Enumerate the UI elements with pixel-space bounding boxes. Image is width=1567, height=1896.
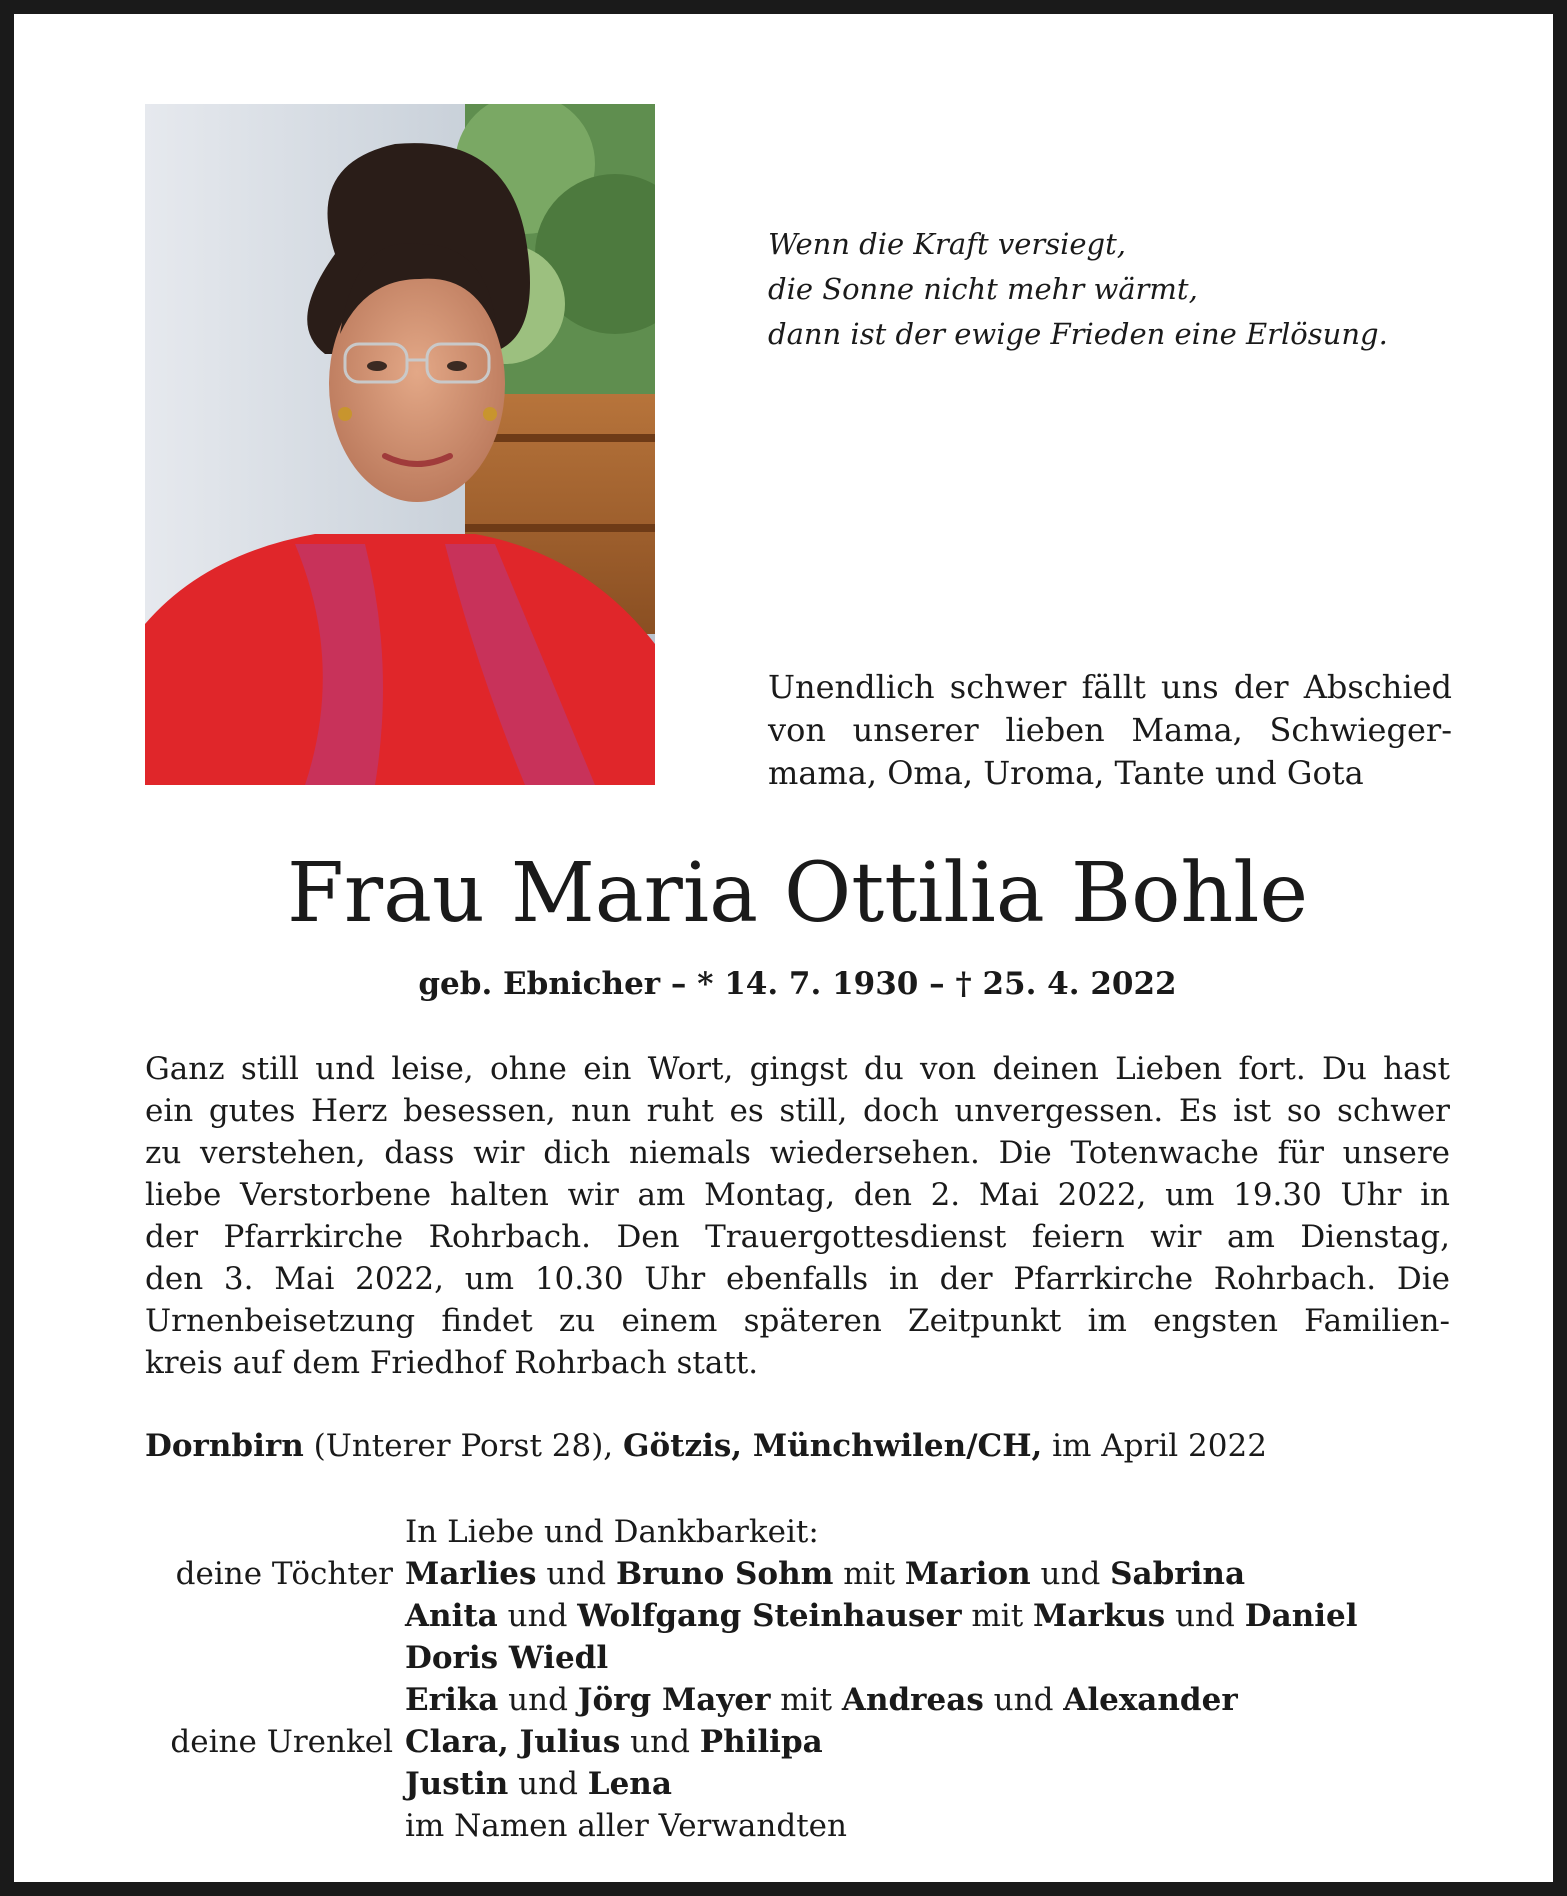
body-line: der Pfarrkirche Rohrbach. Den Trauergottesdienst feiern wir am Dienstag,	[145, 1219, 1450, 1255]
body-line: ein gutes Herz besessen, nun ruht es still, doch unvergessen. Es ist so schwer	[145, 1093, 1450, 1129]
portrait-photo	[145, 104, 655, 785]
connector: mit	[770, 1682, 842, 1718]
portrait-photo-icon	[145, 104, 655, 785]
intro-line: von unserer lieben Mama, Schwieger-	[768, 711, 1452, 749]
memorial-verse	[768, 222, 1488, 357]
relative-name: Markus	[1033, 1598, 1166, 1634]
body-line: liebe Verstorbene halten wir am Montag, den 2. Mai 2022, um 19.30 Uhr in	[145, 1177, 1450, 1213]
relative-name: Bruno Sohm	[615, 1556, 834, 1592]
signoff-closing: im Namen aller Verwandten	[405, 1808, 847, 1844]
life-dates: geb. Ebnicher – * 14. 7. 1930 – † 25. 4. 2022	[418, 966, 1177, 1002]
connector: und	[1165, 1598, 1245, 1634]
relative-name: Doris Wiedl	[405, 1640, 609, 1676]
connector: und	[536, 1556, 616, 1592]
signoff-row	[145, 1805, 1450, 1847]
connector: und	[983, 1682, 1064, 1718]
body-line: zu verstehen, dass wir dich niemals wiedersehen. Die Totenwache für unsere	[145, 1135, 1450, 1171]
connector: mit	[833, 1556, 905, 1592]
connector: und	[498, 1682, 578, 1718]
relatives-names	[405, 1637, 608, 1679]
relative-name: Andreas	[841, 1682, 984, 1718]
relatives-names	[405, 1721, 823, 1763]
farewell-intro	[768, 666, 1452, 795]
connector: und	[1030, 1556, 1111, 1592]
relative-name: Wolfgang Steinhauser	[577, 1598, 962, 1634]
signoff-row	[145, 1553, 1450, 1595]
signoff-row	[145, 1763, 1450, 1805]
relative-name: Marion	[904, 1556, 1031, 1592]
verse-line: Wenn die Kraft versiegt,	[768, 227, 1126, 261]
relative-name: Jörg Mayer	[577, 1682, 771, 1718]
connector: und	[497, 1598, 578, 1634]
deceased-name: Frau Maria Ottilia Bohle	[286, 846, 1309, 941]
relative-name: Philipa	[699, 1724, 823, 1760]
verse-line: die Sonne nicht mehr wärmt,	[768, 272, 1198, 306]
verse-line: dann ist der ewige Frieden eine Erlösung.	[768, 317, 1388, 351]
place-address: (Unterer Porst 28),	[303, 1428, 623, 1464]
relative-name: Marlies	[405, 1556, 537, 1592]
intro-line: Unendlich schwer fällt uns der Abschied	[768, 668, 1452, 706]
relatives-names	[405, 1763, 672, 1805]
relative-name: Sabrina	[1110, 1556, 1246, 1592]
relative-name: Anita	[405, 1598, 498, 1634]
relative-name: Justin	[405, 1766, 509, 1802]
place-date: im April 2022	[1042, 1428, 1267, 1464]
relative-name: Lena	[587, 1766, 672, 1802]
signoff-row	[145, 1595, 1450, 1637]
connector: und	[508, 1766, 588, 1802]
signoff	[145, 1511, 1450, 1847]
body-line: Urnenbeisetzung findet zu einem späteren Zeitpunkt im engsten Familien-	[145, 1303, 1450, 1339]
body-line: den 3. Mai 2022, um 10.30 Uhr ebenfalls in der Pfarrkirche Rohrbach. Die	[145, 1261, 1450, 1297]
place-name: Dornbirn	[145, 1428, 304, 1464]
relatives-names	[405, 1679, 1238, 1721]
role-label: deine Töchter	[175, 1556, 393, 1592]
relative-name: Erika	[405, 1682, 499, 1718]
place-and-date	[145, 1424, 1450, 1468]
signoff-heading: In Liebe und Dankbarkeit:	[405, 1514, 819, 1550]
connector: und	[620, 1724, 700, 1760]
intro-line: mama, Oma, Uroma, Tante und Gota	[768, 754, 1364, 792]
signoff-row	[145, 1679, 1450, 1721]
body-line: kreis auf dem Friedhof Rohrbach statt.	[145, 1345, 759, 1381]
relatives-names	[405, 1553, 1245, 1595]
body-line: Ganz still und leise, ohne ein Wort, gingst du von deinen Lieben fort. Du hast	[145, 1051, 1450, 1087]
signoff-row	[145, 1637, 1450, 1679]
role-label: deine Urenkel	[170, 1724, 393, 1760]
relative-name: Daniel	[1244, 1598, 1358, 1634]
place-name: Götzis, Münchwilen/CH,	[623, 1428, 1043, 1464]
relatives-names	[405, 1595, 1358, 1637]
signoff-row	[145, 1721, 1450, 1763]
signoff-heading-row	[145, 1511, 1450, 1553]
connector: mit	[961, 1598, 1034, 1634]
relative-name: Clara, Julius	[405, 1724, 621, 1760]
obituary-text	[145, 1048, 1450, 1384]
relative-name: Alexander	[1063, 1682, 1238, 1718]
